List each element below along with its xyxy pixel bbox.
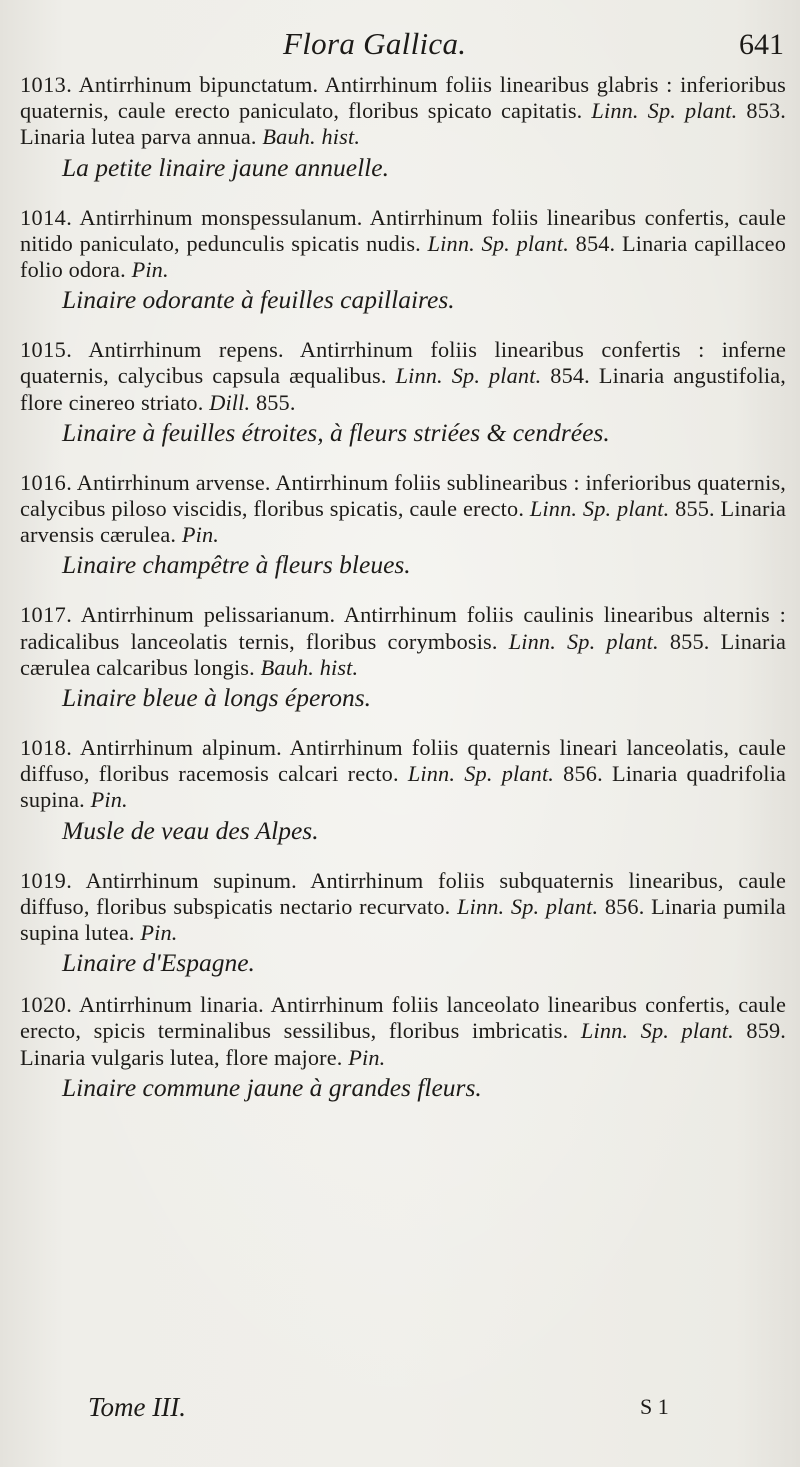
entry-ref2-author: Pin. — [90, 787, 128, 813]
entry-common-name: Linaire odorante à feuilles capillaires. — [62, 285, 455, 315]
entry-ref2-author: Bauh. hist. — [260, 654, 359, 680]
page-header — [0, 26, 800, 66]
entry-ref-author: Linn. Sp. plant. — [457, 893, 599, 919]
entry-ref-author: Linn. Sp. plant. — [580, 1018, 734, 1044]
entry-description — [20, 337, 786, 416]
entry-description — [20, 868, 786, 947]
entry-number: 1016. — [20, 469, 73, 495]
entry-description — [20, 205, 786, 284]
entry-1014 — [20, 205, 786, 316]
entry-description — [20, 72, 786, 151]
entry-ref-author: Linn. Sp. plant. — [508, 628, 659, 654]
entry-ref-rest: 854. Linaria capillaceo folio odora. — [20, 230, 787, 283]
entry-ref-author: Linn. Sp. plant. — [529, 496, 670, 522]
entry-common-name: Linaire à feuilles étroites, à fleurs striées & cendrées. — [62, 417, 610, 447]
entry-description — [20, 470, 786, 549]
page-footer — [0, 1392, 800, 1432]
entry-description — [20, 735, 786, 814]
entry-description — [20, 992, 786, 1071]
entry-ref-rest: 855. Linaria arvensis cærulea. — [20, 496, 786, 548]
entry-1020 — [20, 992, 786, 1103]
entry-1016 — [20, 470, 786, 581]
entry-ref-rest: 854. Linaria angustifolia, flore cinereo striato. — [20, 363, 786, 415]
entry-ref-author: Linn. Sp. plant. — [407, 761, 555, 787]
entry-ref-author: Linn. Sp. plant. — [427, 230, 569, 256]
signature-mark: S 1 — [640, 1394, 669, 1419]
entry-ref2-author: Pin. — [140, 920, 178, 946]
entry-common-name: Musle de veau des Alpes. — [62, 815, 319, 845]
entry-number: 1014. — [20, 204, 73, 230]
entry-ref2-author: Pin. — [131, 257, 169, 283]
entry-common-name: La petite linaire jaune annuelle. — [62, 152, 389, 182]
entry-ref-author: Linn. Sp. plant. — [395, 363, 542, 389]
entry-1019 — [20, 868, 786, 979]
entry-1017 — [20, 602, 786, 713]
entry-text: Antirrhinum arvense. Antirrhinum foliis sublinearibus : inferioribus quaternis, calycibus piloso viscidis, floribus spicatis, caule erecto. — [20, 469, 786, 522]
entry-ref-rest: 856. Linaria pumila supina lutea. — [20, 893, 786, 946]
entry-ref2-author: Pin. — [181, 522, 219, 548]
entry-number: 1015. — [20, 337, 73, 363]
entry-text: Antirrhinum repens. Antirrhinum foliis linearibus confertis : inferne quaternis, calycibus capsula æqualibus. — [20, 337, 786, 389]
entry-number: 1013. — [20, 72, 73, 97]
entry-text: Antirrhinum supinum. Antirrhinum foliis subquaternis linearibus, caule diffuso, floribus subspicatis nectario recurvato. — [20, 867, 786, 919]
entry-text: Antirrhinum pelissarianum. Antirrhinum foliis caulinis linearibus alternis : radicalibus lanceolatis ternis, floribus corymbosis. — [20, 602, 786, 654]
entry-number: 1017. — [20, 602, 73, 628]
entry-ref2-author: Pin. — [348, 1044, 386, 1070]
entry-ref-rest: 855. Linaria cærulea calcaribus longis. — [20, 628, 786, 680]
entry-description — [20, 602, 786, 681]
entry-text: Antirrhinum monspessulanum. Antirrhinum foliis linearibus confertis, caule nitido paniculato, pedunculis spicatis nudis. — [20, 204, 787, 256]
entry-1018 — [20, 735, 786, 846]
entry-ref-author: Linn. Sp. plant. — [591, 98, 738, 124]
entry-ref-rest: 856. Linaria quadrifolia supina. — [20, 761, 786, 813]
entry-1015 — [20, 337, 786, 448]
running-title: Flora Gallica. — [283, 26, 467, 61]
entry-1013 — [20, 72, 786, 183]
entry-ref-rest: 853. Linaria lutea parva annua. — [20, 98, 787, 150]
entry-ref2-author: Dill. — [209, 389, 251, 415]
entries-list — [20, 72, 786, 1103]
entry-text: Antirrhinum bipunctatum. Antirrhinum foliis linearibus glabris : inferioribus quaternis, caule erecto paniculato, floribus spicato capitatis. — [20, 72, 786, 124]
entry-common-name: Linaire d'Espagne. — [62, 948, 255, 978]
entry-number: 1020. — [20, 992, 73, 1018]
entry-common-name: Linaire bleue à longs éperons. — [62, 683, 372, 713]
entry-ref-rest: 859. Linaria vulgaris lutea, flore majore. — [20, 1018, 787, 1070]
entry-text: Antirrhinum alpinum. Antirrhinum foliis quaternis lineari lanceolatis, caule diffuso, floribus racemosis calcari recto. — [20, 735, 787, 787]
entry-number: 1018. — [20, 735, 73, 761]
entry-common-name: Linaire champêtre à fleurs bleues. — [62, 550, 411, 580]
page-number: 641 — [739, 28, 784, 61]
entry-text: Antirrhinum linaria. Antirrhinum foliis lanceolato linearibus confertis, caule erecto, spicis terminalibus sessilibus, floribus imbricatis. — [20, 992, 786, 1044]
entry-number: 1019. — [20, 867, 73, 893]
entry-ref2-author: Bauh. hist. — [262, 124, 361, 150]
entry-ref2-rest: 855. — [255, 389, 296, 415]
entry-common-name: Linaire commune jaune à grandes fleurs. — [62, 1072, 482, 1102]
volume-label: Tome III. — [88, 1392, 186, 1422]
